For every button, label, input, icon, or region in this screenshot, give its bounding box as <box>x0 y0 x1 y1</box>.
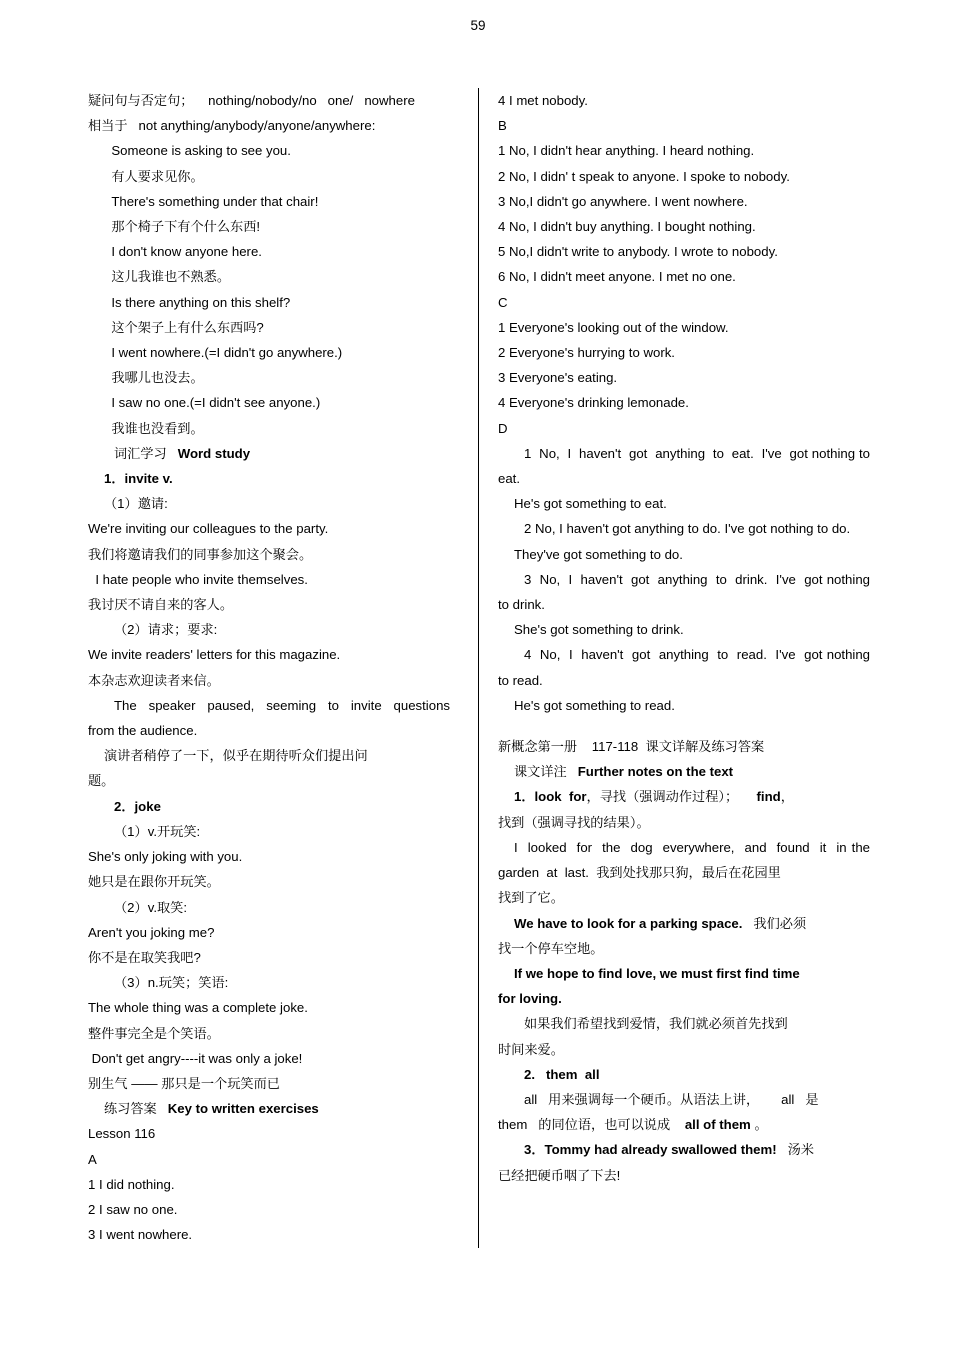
key-exercises-heading <box>88 1096 450 1121</box>
answer-item: 4 Everyone's drinking lemonade. <box>498 395 689 411</box>
section-label-b: B <box>498 118 507 134</box>
word-study-heading <box>88 441 450 466</box>
left-line: 我谁也没看到。 <box>104 420 204 436</box>
left-line: I went nowhere.(=I didn't go anywhere.) <box>104 345 343 361</box>
left-line: Someone is asking to see you. <box>104 143 291 159</box>
note-2-text-c: them 的同位语，也可以说成 <box>498 1117 671 1133</box>
entry-2-example: She's only joking with you. <box>88 849 243 865</box>
page-number: 59 <box>470 18 486 33</box>
answer-item: 6 No, I didn't meet anyone. I met no one. <box>498 269 736 285</box>
answer-item: 3 I went nowhere. <box>88 1227 193 1243</box>
answer-item: He's got something to read. <box>514 697 675 713</box>
note-2-term: all of them <box>684 1117 751 1133</box>
key-label-cn: 练习答案 <box>104 1101 157 1117</box>
note-1-comma: ， <box>780 789 794 805</box>
further-notes-heading <box>498 759 870 784</box>
left-line: 这儿我谁也不熟悉。 <box>104 269 231 285</box>
entry-1-example: I hate people who invite themselves. <box>88 571 308 587</box>
answer-item: 1 Everyone's looking out of the window. <box>498 319 729 335</box>
answer-item: 2 No, I didn' t speak to anyone. I spoke to nobody. <box>498 168 790 184</box>
key-label-en: Key to written exercises <box>167 1101 319 1117</box>
left-line: 相当于 not anything/anybody/anyone/anywhere: <box>88 118 376 134</box>
note-3-en: Tommy had already swallowed them! <box>544 1142 777 1158</box>
entry-2-example: 她只是在跟你开玩笑。 <box>88 874 220 890</box>
answer-item: He's got something to eat. <box>514 496 667 512</box>
note-1-term-1: 1．look for <box>514 789 587 805</box>
column-divider <box>478 88 479 1248</box>
left-line: 有人要求见你。 <box>104 168 204 184</box>
note-3-heading <box>498 1137 870 1162</box>
note-1-heading <box>498 784 870 809</box>
answer-item: 2 I saw no one. <box>88 1201 178 1217</box>
note-2-heading: 2. them all <box>524 1066 600 1082</box>
word-study-label-cn: 词汇学习 <box>114 445 167 461</box>
answer-item: 4 No, I haven't got anything to read. I've got nothing to read. <box>498 647 874 688</box>
entry-2-example: Don't get angry----it was only a joke! <box>88 1050 303 1066</box>
entry-2-sense-1: （1）v.开玩笑: <box>114 823 201 839</box>
note-2-text-b: all 是 <box>781 1091 819 1107</box>
lesson-label: Lesson 116 <box>88 1126 156 1142</box>
entry-1-example: 我们将邀请我们的同事参加这个聚会。 <box>88 546 313 562</box>
answer-item: 3 Everyone's eating. <box>498 370 618 386</box>
answer-item: 3 No, I haven't got anything to drink. I've got nothing to drink. <box>498 571 874 613</box>
answer-item: They've got something to do. <box>514 546 683 562</box>
entry-1-example: 本杂志欢迎读者来信。 <box>88 672 220 688</box>
section-label-d: D <box>498 420 508 436</box>
answer-item: 1 I did nothing. <box>88 1176 175 1192</box>
note-1-example: I looked for the dog everywhere, and found it in the garden at last. 我到处找那只狗，最后在花园里 <box>498 839 878 881</box>
entry-1-example: We're inviting our colleagues to the party. <box>88 521 329 537</box>
left-line: 那个椅子下有个什么东西! <box>104 219 261 235</box>
entry-2-example: Aren't you joking me? <box>88 924 215 940</box>
section-label-c: C <box>498 294 508 310</box>
note-1-bold-example-2-cn: 如果我们希望找到爱情，我们就必须首先找到 <box>524 1016 788 1032</box>
left-line: I don't know anyone here. <box>104 244 262 260</box>
left-line: 疑问句与否定句； nothing/nobody/no one/ nowhere <box>88 93 415 108</box>
note-3-cn: 汤米 <box>787 1142 814 1158</box>
notes-label-en: Further notes on the text <box>577 764 734 780</box>
entry-1-long-example-cn: 演讲者稍停了一下，似乎在期待听众们提出问 <box>104 748 368 764</box>
answer-item: 4 No, I didn't buy anything. I bought nothing. <box>498 219 756 235</box>
note-1-bold-example-2: If we hope to find love, we must first find time <box>514 965 800 981</box>
right-column <box>498 88 878 1248</box>
left-line: There's something under that chair! <box>104 193 319 209</box>
note-1-bold-example-en: We have to look for a parking space. <box>514 915 743 931</box>
note-1-example-cn: 找到了它。 <box>498 890 564 906</box>
entry-2-example: 你不是在取笑我吧? <box>88 949 201 965</box>
note-2-text-a: all 用来强调每一个硬币。从语法上讲， <box>524 1091 760 1107</box>
section-label-a: A <box>88 1151 97 1167</box>
note-3-number: 3． <box>524 1142 545 1158</box>
left-column <box>88 88 460 1248</box>
entry-1-heading: 1．invite v. <box>104 471 173 487</box>
left-line: I saw no one.(=I didn't see anyone.) <box>104 395 321 411</box>
notes-label-cn: 课文详注 <box>514 764 567 780</box>
entry-2-example: 整件事完全是个笑语。 <box>88 1025 220 1041</box>
word-study-label-en: Word study <box>177 445 251 461</box>
note-3-line-2: 已经把硬币咽了下去! <box>498 1167 621 1183</box>
note-1-bold-example-2-cont: for loving. <box>498 991 562 1007</box>
note-2-period: 。 <box>754 1117 768 1133</box>
entry-2-sense-2: （2）v.取笑: <box>114 899 188 915</box>
answer-item: 1 No, I haven't got anything to eat. I've got nothing to eat. <box>498 445 874 487</box>
two-column-body <box>88 88 878 1248</box>
answer-item: 5 No,I didn't write to anybody. I wrote to nobody. <box>498 244 778 260</box>
note-1-bold-example-2-cn2: 时间来爱。 <box>498 1041 564 1057</box>
entry-1-example: We invite readers' letters for this magazine. <box>88 647 341 663</box>
answer-item: 2 No, I haven't got anything to do. I've got nothing to do. <box>524 521 851 537</box>
entry-1-sense-2: （2）请求；要求: <box>114 622 218 638</box>
note-1-bold-example-cn2: 找一个停车空地。 <box>498 940 604 956</box>
note-2-line-2 <box>498 1112 870 1137</box>
entry-2-sense-3: （3）n.玩笑；笑语: <box>114 975 229 991</box>
entry-1-sense-1: （1）邀请: <box>104 496 168 512</box>
answer-item: She's got something to drink. <box>514 622 684 638</box>
answer-item: 3 No,I didn't go anywhere. I went nowhere. <box>498 193 748 209</box>
note-1-gloss-1: ，寻找（强调动作过程）； <box>586 789 739 805</box>
answer-item: 2 Everyone's hurrying to work. <box>498 345 675 361</box>
answer-item: 1 No, I didn't hear anything. I heard nothing. <box>498 143 755 159</box>
entry-1-long-example-cn: 题。 <box>88 773 115 789</box>
entry-1-example: 我讨厌不请自来的客人。 <box>88 597 234 613</box>
left-line: 这个架子上有什么东西吗? <box>104 319 264 335</box>
lesson-section-header: 新概念第一册 117-118 课文详解及练习答案 <box>498 739 765 755</box>
entry-2-example: 别生气 —— 那只是一个玩笑而已 <box>88 1075 280 1091</box>
answer-item: 4 I met nobody. <box>498 93 588 108</box>
entry-2-heading: 2．joke <box>114 798 161 814</box>
note-1-term-2: find <box>756 789 781 805</box>
note-1-bold-example-cn: 我们必须 <box>753 915 807 931</box>
note-1-bold-example <box>498 911 870 936</box>
left-line: 我哪儿也没去。 <box>104 370 204 386</box>
note-2-line-1 <box>498 1087 870 1112</box>
entry-2-example: The whole thing was a complete joke. <box>88 1000 308 1016</box>
entry-1-long-example: The speaker paused, seeming to invite questions from the audience. <box>88 697 454 739</box>
left-line: Is there anything on this shelf? <box>104 294 291 310</box>
note-1-heading-line2: 找到（强调寻找的结果）。 <box>498 814 650 830</box>
